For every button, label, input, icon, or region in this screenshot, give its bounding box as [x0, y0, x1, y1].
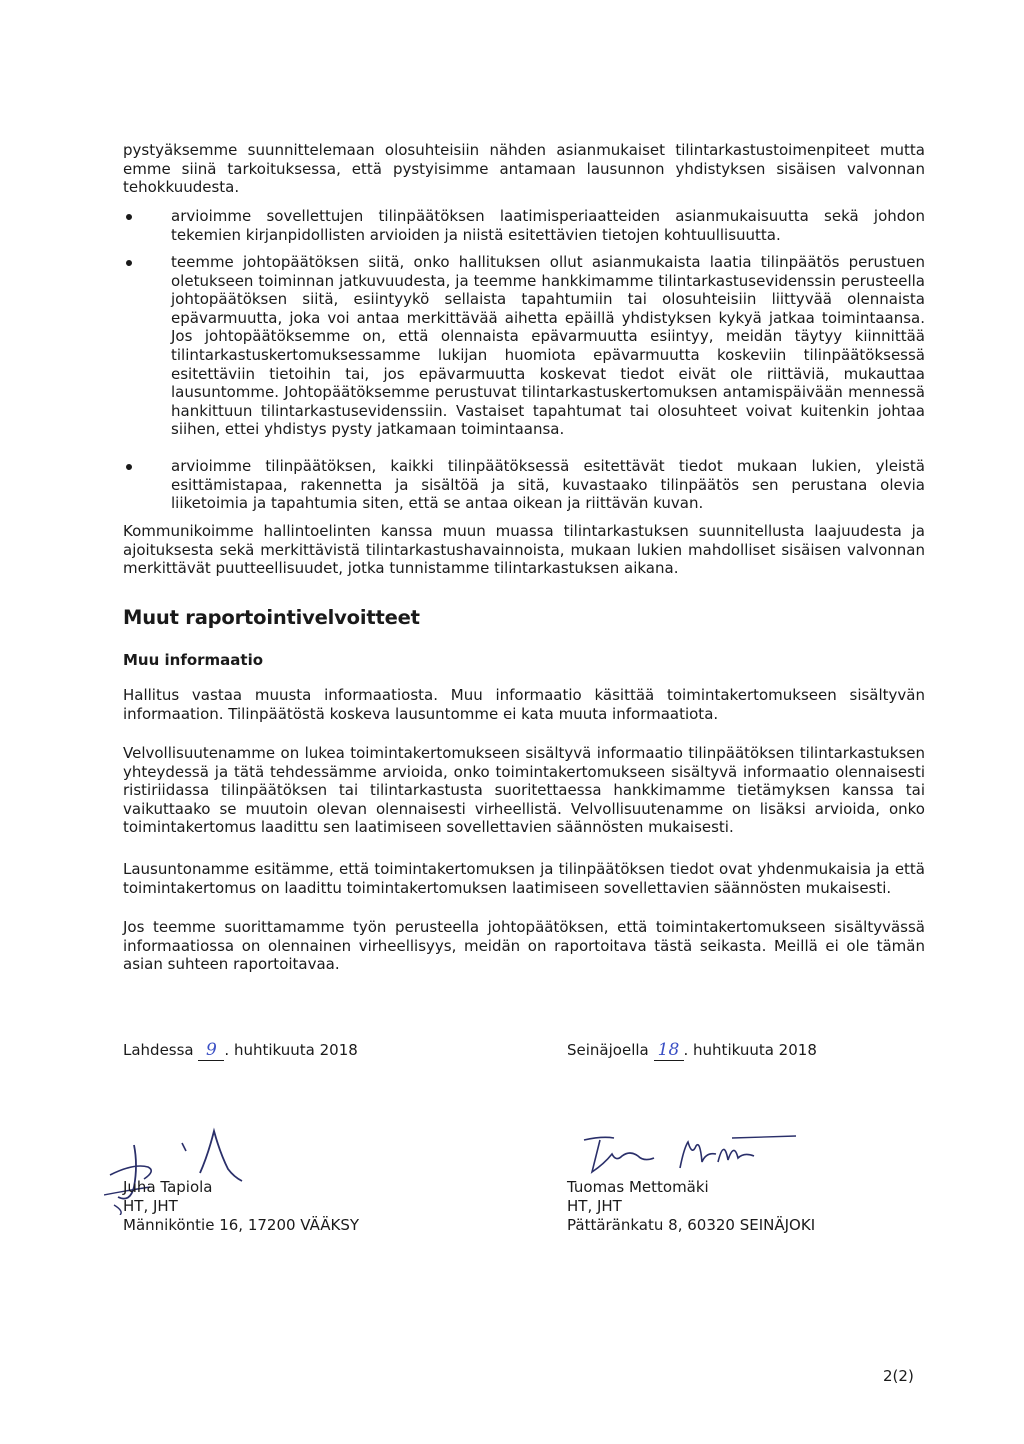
bullet-dot [126, 214, 132, 220]
left-place: Lahdessa [123, 1041, 194, 1059]
right-day-blank [654, 1040, 684, 1061]
left-day-blank [198, 1040, 224, 1061]
left-signer-title: HT, JHT [123, 1197, 178, 1215]
right-signer-address: Pättäränkatu 8, 60320 SEINÄJOKI [567, 1216, 816, 1234]
intro-continuation: pystyäksemme suunnittelemaan olosuhteisiin nähden asianmukaiset tilintarkastustoimenpiteet mutta emme siinä tarkoituksessa, että pystyisimme antamaan lausunnon yhdistyksen sisäisen valvonnan tehokkuudesta. [123, 141, 925, 197]
right-day: 18 [657, 1040, 680, 1060]
other-info-paragraph-2: Velvollisuutenamme on lukea toimintakertomukseen sisältyvä informaatio tilinpäätöksen tilintarkastuksen yhteydessä ja tätä tehdessämme arvioida, onko toimintakertomukseen sisältyvä informaatio olennaisesti ristiriidassa tilinpäätöksen tai tilintarkastusta suoritettaessa hankkimamme tietämyksen kanssa tai vaikuttaako se muutoin olevan olennaisesti virheellistä. Velvollisuutenamme on lisäksi arvioida, onko toimintakertomus laadittu sen laatimiseen sovellettavien säännösten mukaisesti. [123, 744, 925, 837]
bullet-item-accounting-principles: arvioimme sovellettujen tilinpäätöksen laatimisperiaatteiden asianmukaisuutta sekä johdon tekemien kirjanpidollisten arvioiden ja niistä esitettävien tietojen kohtuullisuutta. [171, 207, 925, 244]
page-number: 2(2) [883, 1367, 914, 1385]
other-info-paragraph-4: Jos teemme suorittamamme työn perusteella johtopäätöksen, että toimintakertomukseen sisältyvässä informaatiossa on olennainen virheellisyys, meidän on raportoitava tästä seikasta. Meillä ei ole tämän asian suhteen raportoitavaa. [123, 918, 925, 974]
bullet-dot [126, 464, 132, 470]
left-date-line [123, 1040, 358, 1061]
right-place: Seinäjoella [567, 1041, 649, 1059]
bullet-dot [126, 260, 132, 266]
right-signer-title: HT, JHT [567, 1197, 622, 1215]
other-info-paragraph-1: Hallitus vastaa muusta informaatiosta. Muu informaatio käsittää toimintakertomukseen sisältyvän informaation. Tilinpäätöstä koskeva lausuntomme ei kata muuta informaatiota. [123, 686, 925, 723]
section-subheading: Muu informaatio [123, 651, 264, 669]
left-signer-name: Juha Tapiola [123, 1178, 213, 1196]
left-signer-address: Männiköntie 16, 17200 VÄÄKSY [123, 1216, 360, 1234]
right-signer-name: Tuomas Mettomäki [567, 1178, 709, 1196]
communication-paragraph: Kommunikoimme hallintoelinten kanssa muun muassa tilintarkastuksen suunnitellusta laajuudesta ja ajoituksesta sekä merkittävistä tilintarkastushavainnoista, mukaan lukien mahdolliset sisäisen valvonnan merkittävät puutteellisuudet, jotka tunnistamme tilintarkastuksen aikana. [123, 522, 925, 578]
other-info-paragraph-3: Lausuntonamme esitämme, että toimintakertomuksen ja tilinpäätöksen tiedot ovat yhdenmukaisia ja että toimintakertomus on laadittu toimintakertomuksen laatimiseen sovellettavien säännösten mukaisesti. [123, 860, 925, 897]
right-handwritten-signature [582, 1132, 802, 1177]
right-date-suffix: . huhtikuuta 2018 [683, 1041, 817, 1059]
bullet-item-overall-presentation: arvioimme tilinpäätöksen, kaikki tilinpäätöksessä esitettävät tiedot mukaan lukien, yleistä esittämistapaa, rakennetta ja sisältöä ja sitä, kuvastaako tilinpäätös sen perustana olevia liiketoimia ja tapahtumia siten, että se antaa oikean ja riittävän kuvan. [171, 457, 925, 513]
left-date-suffix: . huhtikuuta 2018 [224, 1041, 358, 1059]
right-date-line [567, 1040, 817, 1061]
section-heading: Muut raportointivelvoitteet [123, 606, 420, 629]
left-day: 9 [206, 1040, 217, 1060]
bullet-item-going-concern: teemme johtopäätöksen siitä, onko hallituksen ollut asianmukaista laatia tilinpäätös perustuen oletukseen toiminnan jatkuvuudesta, ja teemme hankkimamme tilintarkastusevidenssin perusteella johtopäätöksen siitä, esiintyykö sellaista tapahtumiin tai olosuhteisiin liittyvää olennaista epävarmuutta, joka voi antaa merkittävää aihetta epäillä yhdistyksen kykyä jatkaa toimintaansa. Jos johtopäätöksemme on, että olennaista epävarmuutta esiintyy, meidän täytyy kiinnittää tilintarkastuskertomuksessamme lukijan huomiota epävarmuutta koskeviin tilinpäätöksessä esitettäviin tietoihin tai, jos epävarmuutta koskevat tiedot eivät ole riittäviä, mukauttaa lausuntomme. Johtopäätöksemme perustuvat tilintarkastuskertomuksen antamispäivään mennessä hankittuun tilintarkastusevidenssiin. Vastaiset tapahtumat tai olosuhteet voivat kuitenkin johtaa siihen, ettei yhdistys pysty jatkamaan toimintaansa. [171, 253, 925, 439]
